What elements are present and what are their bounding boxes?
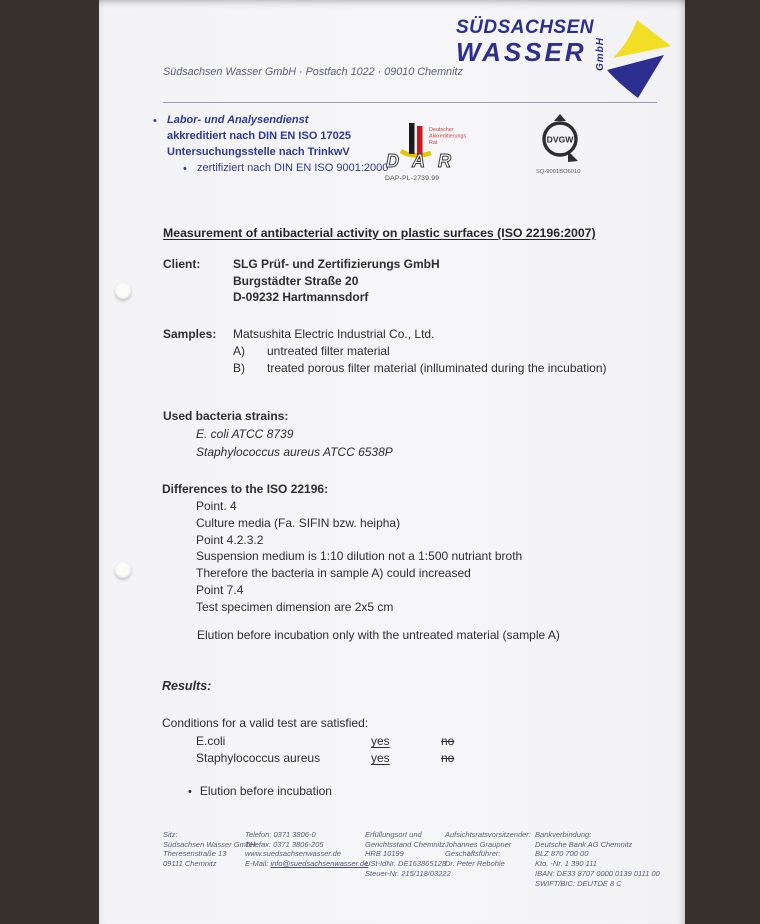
sample-key: B) (233, 360, 245, 375)
sample-item (233, 343, 607, 360)
sender-address-line: Südsachsen Wasser GmbH · Postfach 1022 · 09010 Chemnitz (163, 66, 463, 78)
strain-item: Staphylococcus aureus ATCC 6538P (196, 444, 393, 459)
accreditation-line: zertifiziert nach DIN EN ISO 9001:2000 (197, 162, 389, 175)
strains-list (196, 426, 393, 461)
accreditation-line: Labor- und Analysendienst (167, 114, 309, 126)
svg-text:DAR: DAR (386, 151, 464, 170)
condition-row (196, 733, 454, 750)
hole-punch-bottom (115, 562, 131, 578)
footer-line: 09111 Chemnitz (163, 859, 217, 869)
dvgw-certification-logo (536, 110, 606, 175)
results-label: Results: (162, 679, 212, 693)
samples-section (233, 326, 607, 376)
accreditation-line: akkreditiert nach DIN EN ISO 17025 (167, 129, 352, 142)
difference-line: Point 7.4 (196, 582, 244, 597)
footer-line: Bankverbindung: (535, 830, 592, 839)
dvgw-registration-number: SQ-9001BO6010 (536, 169, 581, 175)
footer-line: Südsachsen Wasser GmbH (163, 839, 256, 849)
client-address (233, 256, 440, 306)
condition-no-value: no (441, 751, 455, 765)
condition-row (196, 750, 454, 767)
samples-company: Matsushita Electric Industrial Co., Ltd. (233, 327, 435, 341)
condition-name: E.coli (196, 734, 226, 748)
footer-line: Deutsche Bank AG Chemnitz (535, 839, 633, 849)
logo-gmbh-suffix: GmbH (595, 37, 606, 71)
dvgw-logo-icon (536, 110, 586, 164)
strain-item: E. coli ATCC 8739 (196, 427, 294, 441)
footer-col-kontakt (245, 830, 368, 869)
client-label: Client: (163, 257, 201, 271)
sample-key: A) (233, 344, 245, 358)
logo-arrow-icon (607, 18, 671, 98)
hole-punch-top (115, 283, 131, 299)
client-name: SLG Prüf- und Zertifizierungs GmbH (233, 257, 440, 271)
elution-note: Elution before incubation only with the untreated material (sample A) (197, 628, 560, 642)
email-link[interactable]: info@suedsachsenwasser.de (270, 859, 369, 869)
footer-col-bank (535, 830, 660, 888)
sample-item (233, 360, 607, 377)
footer-line: Gerichtsstand Chemnitz (365, 839, 446, 849)
svg-text:Akkreditierungs: Akkreditierungs (429, 133, 467, 140)
strains-label: Used bacteria strains: (163, 409, 289, 423)
footer-line: Telefax: 0371 3806-205 (245, 839, 324, 849)
difference-line: Therefore the bacteria in sample A) could increased (196, 566, 471, 581)
svg-text:Deutscher: Deutscher (429, 127, 454, 133)
dar-registration-number: DAP-PL-2739.99 (385, 175, 440, 182)
accreditation-line: Untersuchungsstelle nach TrinkwV (167, 145, 350, 158)
company-logo (456, 18, 671, 98)
difference-line: Culture media (Fa. SIFIN bzw. heipha) (196, 515, 401, 530)
logo-wordmark-line2: WASSER (455, 37, 587, 67)
header-divider (163, 102, 657, 103)
sample-text: treated porous filter material (inlluminated during the incubation) (267, 360, 607, 375)
differences-list (196, 498, 522, 616)
difference-line: Suspension medium is 1:10 dilution not a 1:500 nutriant broth (196, 549, 523, 564)
condition-yes-value: yes (371, 734, 390, 748)
footer-line: Dr. Peter Rebohle (445, 859, 505, 869)
bullet-icon: • (183, 163, 187, 176)
footer-line: Theresenstraße 13 (163, 849, 227, 859)
condition-yes-value: yes (371, 751, 390, 765)
email-label: E-Mail: (245, 859, 269, 869)
conditions-table (196, 733, 454, 767)
footer-line: Erfüllungsort und (365, 830, 422, 839)
svg-text:DVGW: DVGW (546, 134, 574, 145)
condition-name: Staphylococcus aureus (196, 751, 321, 765)
footer-line: www.suedsachsenwasser.de (245, 849, 342, 859)
samples-label: Samples: (163, 327, 217, 341)
logo-wordmark-line1: SÜDSACHSEN (455, 17, 594, 38)
footer-line (245, 859, 368, 869)
bullet-icon: • (153, 115, 157, 127)
footer-col-leitung (445, 830, 531, 869)
results-bullet-note: • Elution before incubation (188, 784, 332, 798)
footer-line: Kto. -Nr. 1 390 111 (535, 859, 597, 869)
differences-label: Differences to the ISO 22196: (162, 482, 329, 496)
sample-text: untreated filter material (267, 344, 390, 358)
logo-wordmark (456, 18, 594, 65)
conditions-intro: Conditions for a valid test are satisfied: (162, 716, 369, 730)
footer-line: Sitz: (163, 830, 178, 839)
footer-line: BLZ 870 700 00 (535, 849, 589, 859)
client-street: Burgstädter Straße 20 (233, 273, 359, 288)
footer-line: Geschäftsführer: (445, 849, 501, 859)
bullet-icon: • (188, 786, 192, 798)
footer-col-sitz (163, 830, 255, 869)
accreditation-item-1 (153, 113, 403, 160)
footer-line: Telefon: 0371 3806-0 (245, 830, 316, 839)
footer-line: SWIFT/BIC: DEUTDE 8 C (535, 878, 622, 888)
document-title: Measurement of antibacterial activity on plastic surfaces (ISO 22196:2007) (163, 226, 596, 240)
client-city: D-09232 Hartmannsdorf (233, 290, 369, 304)
accreditation-list (153, 113, 403, 178)
difference-line: Test specimen dimension are 2x5 cm (196, 599, 394, 614)
accreditation-item-2 (183, 161, 403, 178)
dar-accreditation-logo (385, 122, 480, 182)
document-page (99, 0, 685, 924)
footer-line: Johannes Graupner (445, 839, 512, 849)
footer-line: USt-IdNr. DE163865128 (365, 859, 447, 869)
svg-text:Rat: Rat (429, 140, 438, 146)
footer-line: Aufsichtsratsvorsitzender: (445, 830, 531, 839)
footer-col-register (365, 830, 451, 879)
footer-line: IBAN: DE33 8707 0000 0139 0111 00 (535, 868, 660, 878)
difference-line: Point 4.2.3.2 (196, 532, 264, 547)
footer-line: Steuer-Nr. 215/118/03222 (365, 868, 451, 878)
footer-line: HRB 10199 (365, 849, 404, 859)
condition-no-value: no (441, 734, 455, 748)
dar-logo-icon (385, 122, 477, 170)
difference-line: Point. 4 (196, 499, 237, 513)
